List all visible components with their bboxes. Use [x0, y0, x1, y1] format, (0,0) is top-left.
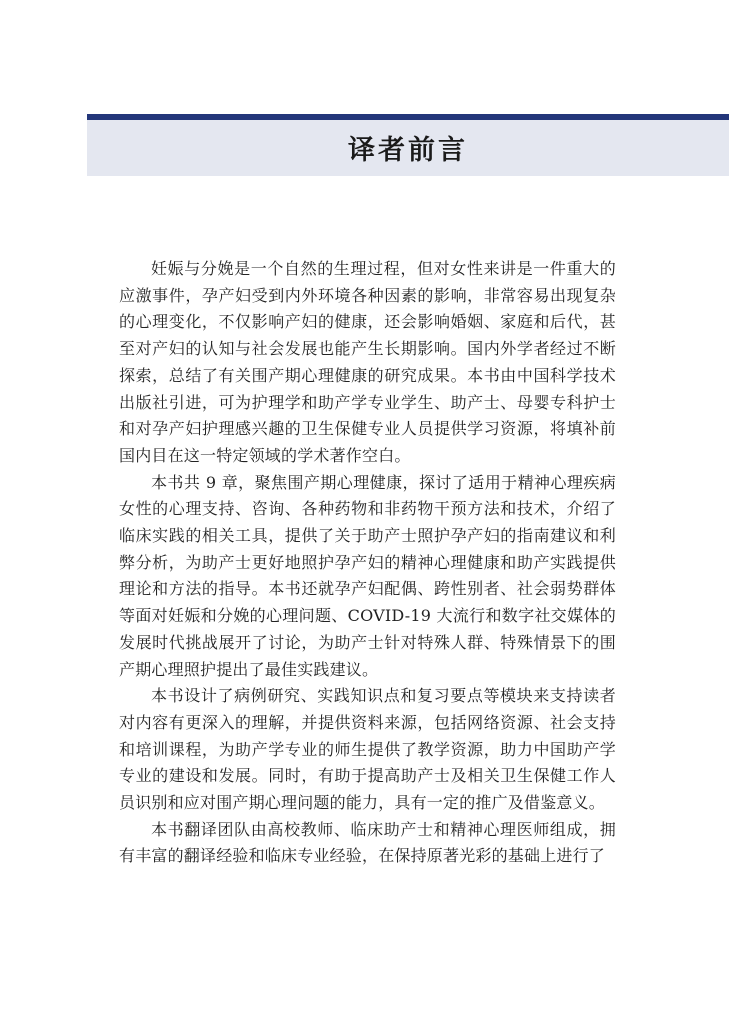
paragraph-1: 妊娠与分娩是一个自然的生理过程，但对女性来讲是一件重大的应激事件，孕产妇受到内外环境各种因素的影响，非常容易出现复杂的心理变化，不仅影响产妇的健康，还会影响婚姻、家庭和后代，甚至对产妇的认知与社会发展也能产生长期影响。国内外学者经过不断探索，总结了有关围产期心理健康的研究成果。本书由中国科学技术出版社引进，可为护理学和助产学专业学生、助产士、母婴专科护士和对孕产妇护理感兴趣的卫生保健专业人员提供学习资源，将填补前国内目在这一特定领域的学术著作空白。 — [119, 259, 616, 465]
paragraph-3: 本书设计了病例研究、实践知识点和复习要点等模块来支持读者对内容有更深入的理解，并提供资料来源，包括网络资源、社会支持和培训课程，为助产学专业的师生提供了教学资源，助力中国助产学专业的建设和发展。同时，有助于提高助产士及相关卫生保健工作人员识别和应对围产期心理问题的能力，具有一定的推广及借鉴意义。 — [119, 686, 616, 813]
page-title: 译者前言 — [348, 135, 468, 166]
body-text — [119, 256, 616, 870]
title-band — [87, 114, 729, 176]
paragraph-2: 本书共 9 章，聚焦围产期心理健康，探讨了适用于精神心理疾病女性的心理支持、咨询、各种药物和非药物干预方法和技术，介绍了临床实践的相关工具，提供了关于助产士照护孕产妇的指南建议和利弊分析，为助产士更好地照护孕产妇的精神心理健康和助产实践提供理论和方法的指导。本书还就孕产妇配偶、跨性别者、社会弱势群体等面对妊娠和分娩的心理问题、COVID-19 大流行和数字社交媒体的发展时代挑战展开了讨论，为助产士针对特殊人群、特殊情景下的围产期心理照护提出了最佳实践建议。 — [119, 472, 616, 679]
paragraph-4: 本书翻译团队由高校教师、临床助产士和精神心理医师组成，拥有丰富的翻译经验和临床专业经验，在保持原著光彩的基础上进行了 — [119, 819, 616, 866]
